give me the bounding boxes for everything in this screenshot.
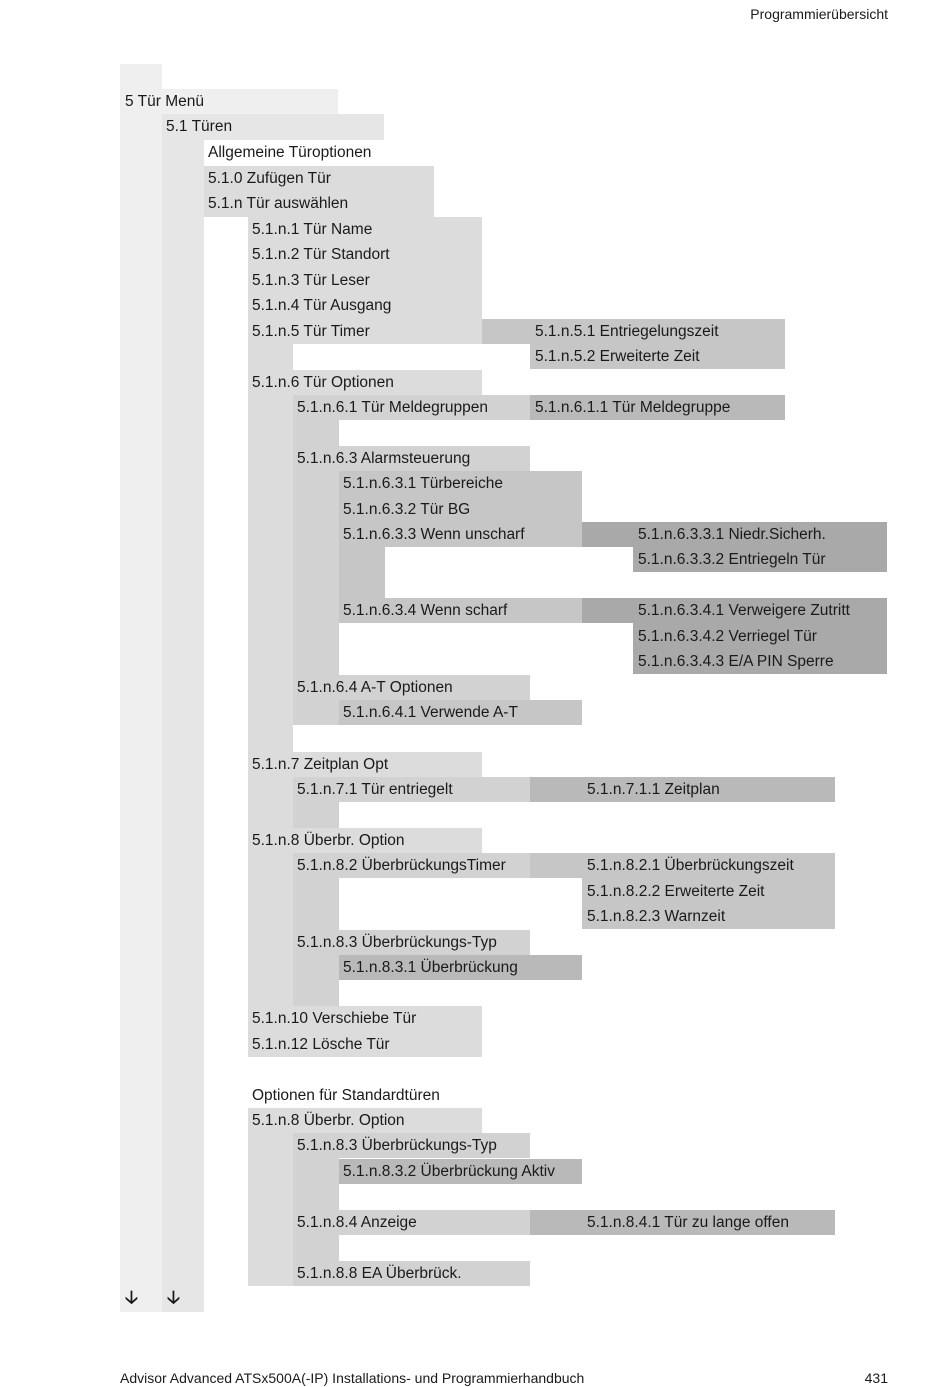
menu-item-extended-time: 5.1.n.5.2 Erweiterte Zeit [535, 348, 700, 365]
menu-item-door-options: 5.1.n.6 Tür Optionen [252, 374, 394, 391]
menu-item-bypass: 5.1.n.8.3.1 Überbrückung [343, 959, 518, 976]
menu-item-io-pin-lock: 5.1.n.6.3.4.3 E/A PIN Sperre [638, 653, 834, 670]
menu-item-std-bypass-type: 5.1.n.8.3 Überbrückungs-Typ [297, 1137, 497, 1154]
continue-arrow-icon: 🡣 [125, 1287, 138, 1307]
menu-item-std-bypass-active: 5.1.n.8.3.2 Überbrückung Aktiv [343, 1163, 555, 1180]
menu-item-door-timer: 5.1.n.5 Tür Timer [252, 323, 370, 340]
menu-item-if-unset: 5.1.n.6.3.3 Wenn unscharf [343, 526, 525, 543]
menu-item-deny-access: 5.1.n.6.3.4.1 Verweigere Zutritt [638, 602, 850, 619]
menu-item-schedule: 5.1.n.7.1.1 Zeitplan [587, 781, 720, 798]
menu-item-io-bypass: 5.1.n.8.8 EA Überbrück. [297, 1265, 462, 1282]
tree-column-level-1 [162, 114, 204, 1312]
menu-item-lock-door: 5.1.n.6.3.4.2 Verriegel Tür [638, 628, 817, 645]
tree-column-level-0 [120, 64, 162, 1312]
menu-item-door-areas: 5.1.n.6.3.1 Türbereiche [343, 475, 503, 492]
footer-page-number: 431 [864, 1370, 888, 1386]
menu-item-add-door: 5.1.0 Zufügen Tür [208, 170, 331, 187]
menu-item-delete-door: 5.1.n.12 Lösche Tür [252, 1036, 390, 1053]
tree-column-level-3 [248, 1108, 293, 1286]
menu-item-door-reader: 5.1.n.3 Tür Leser [252, 272, 370, 289]
continue-arrow-icon: 🡣 [167, 1287, 180, 1307]
menu-item-std-bypass-option: 5.1.n.8 Überbr. Option [252, 1112, 405, 1129]
menu-item-door-location: 5.1.n.2 Tür Standort [252, 246, 390, 263]
menu-item-alarm-group: 5.1.n.6.1.1 Tür Meldegruppe [535, 399, 731, 416]
menu-item-door-exit: 5.1.n.4 Tür Ausgang [252, 297, 392, 314]
menu-item-if-set: 5.1.n.6.3.4 Wenn scharf [343, 602, 508, 619]
footer-document-title: Advisor Advanced ATSx500A(-IP) Installations- und Programmierhandbuch [120, 1370, 585, 1386]
menu-item-bypass-timer: 5.1.n.8.2 ÜberbrückungsTimer [297, 857, 506, 874]
menu-item-low-security: 5.1.n.6.3.3.1 Niedr.Sicherh. [638, 526, 826, 543]
menu-item-door-open-too-long: 5.1.n.8.4.1 Tür zu lange offen [587, 1214, 789, 1231]
menu-item-standard-door-options: Optionen für Standardtüren [252, 1087, 440, 1104]
menu-item-schedule-opt: 5.1.n.7 Zeitplan Opt [252, 756, 389, 773]
menu-item-warn-time: 5.1.n.8.2.3 Warnzeit [587, 908, 726, 925]
menu-item-move-door: 5.1.n.10 Verschiebe Tür [252, 1010, 417, 1027]
menu-item-bypass-extended-time: 5.1.n.8.2.2 Erweiterte Zeit [587, 883, 765, 900]
menu-item-alarm-groups: 5.1.n.6.1 Tür Meldegruppen [297, 399, 489, 416]
menu-item-at-options: 5.1.n.6.4 A-T Optionen [297, 679, 453, 696]
menu-item-alarm-control: 5.1.n.6.3 Alarmsteuerung [297, 450, 471, 467]
menu-item-door-unlocked: 5.1.n.7.1 Tür entriegelt [297, 781, 453, 798]
menu-item-bypass-option: 5.1.n.8 Überbr. Option [252, 832, 405, 849]
menu-item-door-name: 5.1.n.1 Tür Name [252, 221, 373, 238]
menu-item-select-door: 5.1.n Tür auswählen [208, 195, 349, 212]
menu-item-door-bg: 5.1.n.6.3.2 Tür BG [343, 501, 471, 518]
menu-item-display: 5.1.n.8.4 Anzeige [297, 1214, 417, 1231]
menu-item-doors: 5.1 Türen [166, 118, 233, 135]
menu-item-unlock-time: 5.1.n.5.1 Entriegelungszeit [535, 323, 719, 340]
menu-item-general-options: Allgemeine Türoptionen [208, 144, 372, 161]
menu-item-bypass-time: 5.1.n.8.2.1 Überbrückungszeit [587, 857, 794, 874]
menu-item-bypass-type: 5.1.n.8.3 Überbrückungs-Typ [297, 934, 497, 951]
menu-item-unlock-door: 5.1.n.6.3.3.2 Entriegeln Tür [638, 551, 826, 568]
menu-item-use-at: 5.1.n.6.4.1 Verwende A-T [343, 704, 518, 721]
menu-item-root: 5 Tür Menü [125, 93, 204, 110]
page-header-title: Programmierübersicht [750, 6, 888, 22]
